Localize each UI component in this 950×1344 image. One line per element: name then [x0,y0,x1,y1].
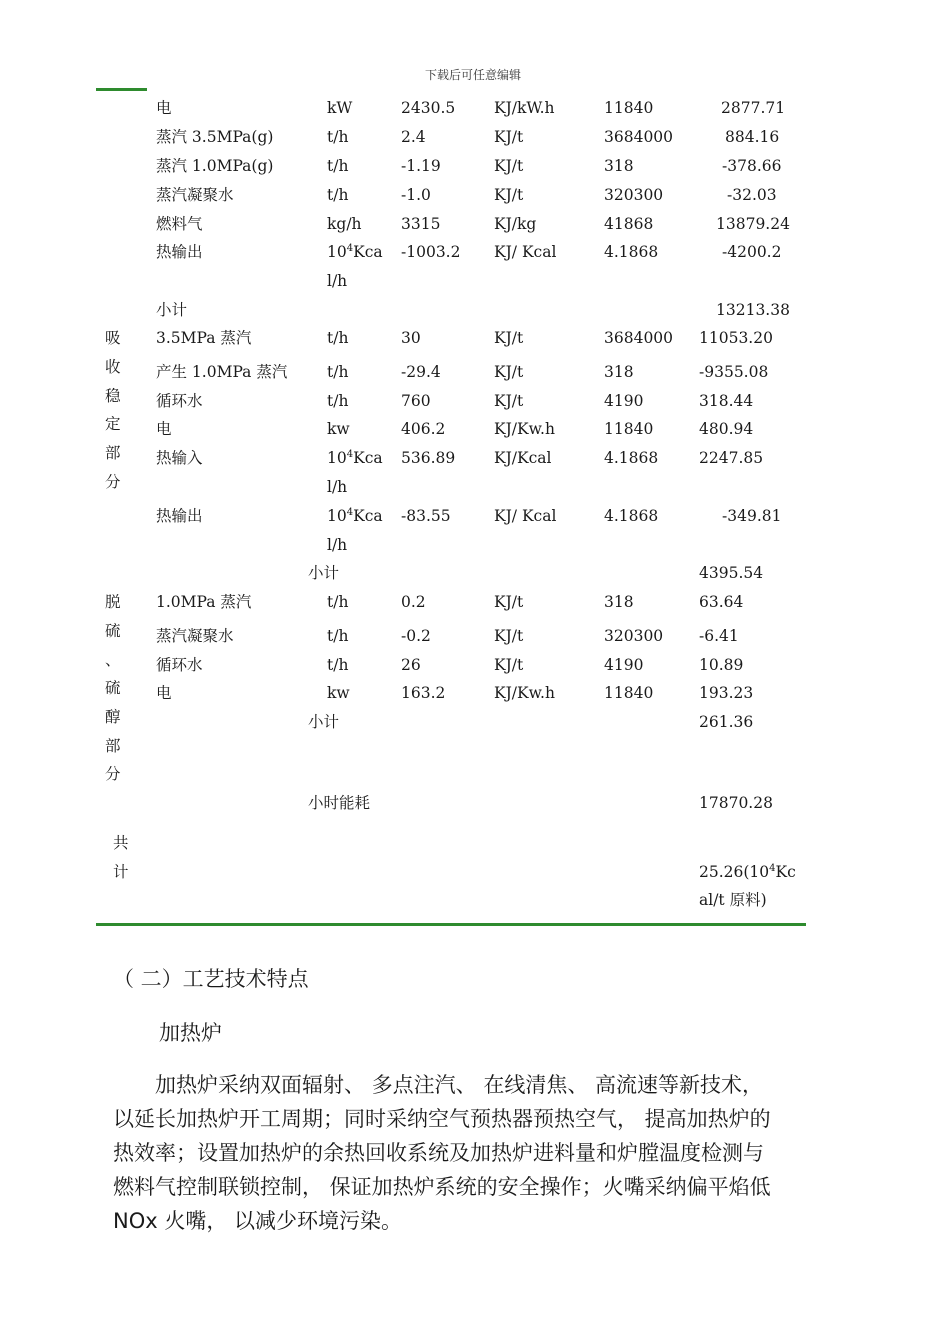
row-b0-unit: t/h [327,329,349,347]
section-b-label-char: 稳 [105,387,121,405]
row-a2-unit: t/h [327,157,349,175]
row-b3-factor: 11840 [604,420,654,438]
bottom-rule [96,923,806,926]
row-b5-unit-exponent: 4 [346,506,354,518]
row-a5-unit [327,242,383,262]
total-value-tail: Kc [775,863,796,881]
row-b2-name: 循环水 [156,392,203,410]
hourly-energy-label: 小时能耗 [308,794,371,812]
row-b5-unit-wrap: l/h [327,536,348,554]
row-b2-unit: t/h [327,392,349,410]
row-a2-qty: -1.19 [401,157,441,175]
section-c-label-char: 部 [105,737,121,755]
row-a3-unit: t/h [327,186,349,204]
row-c0-unit: t/h [327,593,349,611]
row-b5-factor: 4.1868 [604,507,659,525]
row-b4-name: 热输入 [156,449,203,467]
subtotal-b-value: 4395.54 [699,564,764,582]
row-c1-qty: -0.2 [401,627,431,645]
row-b2-qty: 760 [401,392,431,410]
section-c-label-char: 硫 [105,622,121,640]
row-c1-unit: t/h [327,627,349,645]
row-a5-unit-tail: Kca [353,243,383,261]
paragraph-line: NOx 火嘴， 以减少环境污染。 [113,1209,403,1233]
row-b3-factor-unit: KJ/Kw.h [494,420,555,438]
row-a4-factor-unit: KJ/kg [494,215,537,233]
section-c-label-char: 分 [105,765,121,783]
row-b0-factor-unit: KJ/t [494,329,524,347]
row-a5-qty: -1003.2 [401,243,461,261]
row-b3-qty: 406.2 [401,420,446,438]
row-b1-unit: t/h [327,363,349,381]
row-b5-energy: -349.81 [722,507,782,525]
row-a1-qty: 2.4 [401,128,426,146]
row-a3-qty: -1.0 [401,186,431,204]
total-value-exponent: 4 [769,862,776,874]
subtotal-a-label: 小计 [156,301,188,319]
row-c2-energy: 10.89 [699,656,744,674]
row-a3-factor-unit: KJ/t [494,186,524,204]
row-a1-factor-unit: KJ/t [494,128,524,146]
row-b0-qty: 30 [401,329,421,347]
row-b4-unit [327,448,383,468]
hourly-energy-value: 17870.28 [699,794,773,812]
row-b0-energy: 11053.20 [699,329,773,347]
row-a4-name: 燃料气 [156,215,203,233]
row-c0-energy: 63.64 [699,593,744,611]
row-a2-factor-unit: KJ/t [494,157,524,175]
row-a4-qty: 3315 [401,215,441,233]
row-b0-name: 3.5MPa 蒸汽 [156,329,252,347]
row-a3-factor: 320300 [604,186,664,204]
row-a1-name: 蒸汽 3.5MPa(g) [156,128,274,146]
row-b3-energy: 480.94 [699,420,754,438]
total-label-char: 共 [113,834,129,852]
section-title: （ 二）工艺技术特点 [113,967,309,991]
row-b1-factor-unit: KJ/t [494,363,524,381]
row-a5-unit-base: 10 [327,243,347,261]
row-a1-unit: t/h [327,128,349,146]
subtotal-a-value: 13213.38 [716,301,790,319]
row-b4-unit-wrap: l/h [327,478,348,496]
subtotal-c-label: 小计 [308,713,340,731]
row-b4-qty: 536.89 [401,449,456,467]
row-c1-name: 蒸汽凝聚水 [156,627,234,645]
total-label-char: 计 [113,863,129,881]
row-c0-name: 1.0MPa 蒸汽 [156,593,252,611]
row-a5-name: 热输出 [156,243,203,261]
row-b1-name: 产生 1.0MPa 蒸汽 [156,363,288,381]
row-a5-unit-exponent: 4 [346,242,354,254]
total-value-base: 25.26(10 [699,863,770,881]
section-c-label-char: 硫 [105,679,121,697]
row-c2-factor-unit: KJ/t [494,656,524,674]
row-c1-factor: 320300 [604,627,664,645]
row-a0-factor: 11840 [604,99,654,117]
row-a0-unit: kW [327,99,353,117]
row-b5-unit-tail: Kca [353,507,383,525]
body-paragraph [113,1068,838,1238]
row-a2-name: 蒸汽 1.0MPa(g) [156,157,274,175]
row-b3-unit: kw [327,420,350,438]
section-c-label-char: 、 [105,651,121,669]
row-a4-factor: 41868 [604,215,654,233]
row-b4-unit-tail: Kca [353,449,383,467]
row-a1-factor: 3684000 [604,128,674,146]
row-a5-factor: 4.1868 [604,243,659,261]
total-value-wrap: al/t 原料) [699,891,767,909]
paragraph-line: 加热炉采纳双面辐射、 多点注汽、 在线清焦、 高流速等新技术， [113,1073,764,1097]
row-b2-energy: 318.44 [699,392,754,410]
row-c3-factor-unit: KJ/Kw.h [494,684,555,702]
section-c-label-char: 脱 [105,593,121,611]
row-a3-name: 蒸汽凝聚水 [156,186,234,204]
row-b4-energy: 2247.85 [699,449,764,467]
total-value [699,862,796,882]
row-c0-qty: 0.2 [401,593,426,611]
row-c2-name: 循环水 [156,656,203,674]
row-c0-factor: 318 [604,593,634,611]
row-b1-qty: -29.4 [401,363,441,381]
row-b2-factor-unit: KJ/t [494,392,524,410]
row-c3-unit: kw [327,684,350,702]
row-c3-name: 电 [156,684,172,702]
row-b3-name: 电 [156,420,172,438]
row-b0-factor: 3684000 [604,329,674,347]
paragraph-line: 热效率；设置加热炉的余热回收系统及加热炉进料量和炉膛温度检测与 [113,1141,764,1165]
row-a4-unit: kg/h [327,215,362,233]
row-a0-qty: 2430.5 [401,99,456,117]
row-a0-factor-unit: KJ/kW.h [494,99,555,117]
row-c3-qty: 163.2 [401,684,446,702]
row-a1-energy: 884.16 [725,128,780,146]
subtotal-c-value: 261.36 [699,713,754,731]
row-b2-factor: 4190 [604,392,644,410]
row-b5-unit [327,506,383,526]
row-a4-energy: 13879.24 [716,215,790,233]
row-b4-factor: 4.1868 [604,449,659,467]
section-b-label-char: 收 [105,358,121,376]
row-c2-qty: 26 [401,656,421,674]
row-c3-energy: 193.23 [699,684,754,702]
row-b5-unit-base: 10 [327,507,347,525]
section-b-label-char: 部 [105,444,121,462]
section-b-label-char: 定 [105,415,121,433]
row-b4-unit-base: 10 [327,449,347,467]
row-a5-energy: -4200.2 [722,243,782,261]
subtotal-b-label: 小计 [308,564,340,582]
paragraph-line: 以延长加热炉开工周期；同时采纳空气预热器预热空气， 提高加热炉的 [113,1107,771,1131]
row-c0-factor-unit: KJ/t [494,593,524,611]
section-c-label-char: 醇 [105,708,121,726]
page-header-note: 下载后可任意编辑 [425,68,522,82]
row-c2-factor: 4190 [604,656,644,674]
row-a5-unit-wrap: l/h [327,272,348,290]
section-b-label-char: 吸 [105,329,121,347]
row-c1-energy: -6.41 [699,627,739,645]
row-a2-energy: -378.66 [722,157,782,175]
row-c2-unit: t/h [327,656,349,674]
row-b4-unit-exponent: 4 [346,448,354,460]
row-a2-factor: 318 [604,157,634,175]
row-c3-factor: 11840 [604,684,654,702]
row-b4-factor-unit: KJ/Kcal [494,449,552,467]
section-b-label-char: 分 [105,473,121,491]
top-rule [96,88,147,91]
row-a3-energy: -32.03 [727,186,777,204]
row-a5-factor-unit: KJ/ Kcal [494,243,557,261]
row-b5-name: 热输出 [156,507,203,525]
row-b1-energy: -9355.08 [699,363,769,381]
row-a0-energy: 2877.71 [721,99,786,117]
paragraph-line: 燃料气控制联锁控制， 保证加热炉系统的安全操作；火嘴采纳偏平焰低 [113,1175,771,1199]
row-b1-factor: 318 [604,363,634,381]
row-b5-factor-unit: KJ/ Kcal [494,507,557,525]
subsection-title: 加热炉 [159,1021,222,1045]
row-b5-qty: -83.55 [401,507,451,525]
row-a0-name: 电 [156,99,172,117]
row-c1-factor-unit: KJ/t [494,627,524,645]
